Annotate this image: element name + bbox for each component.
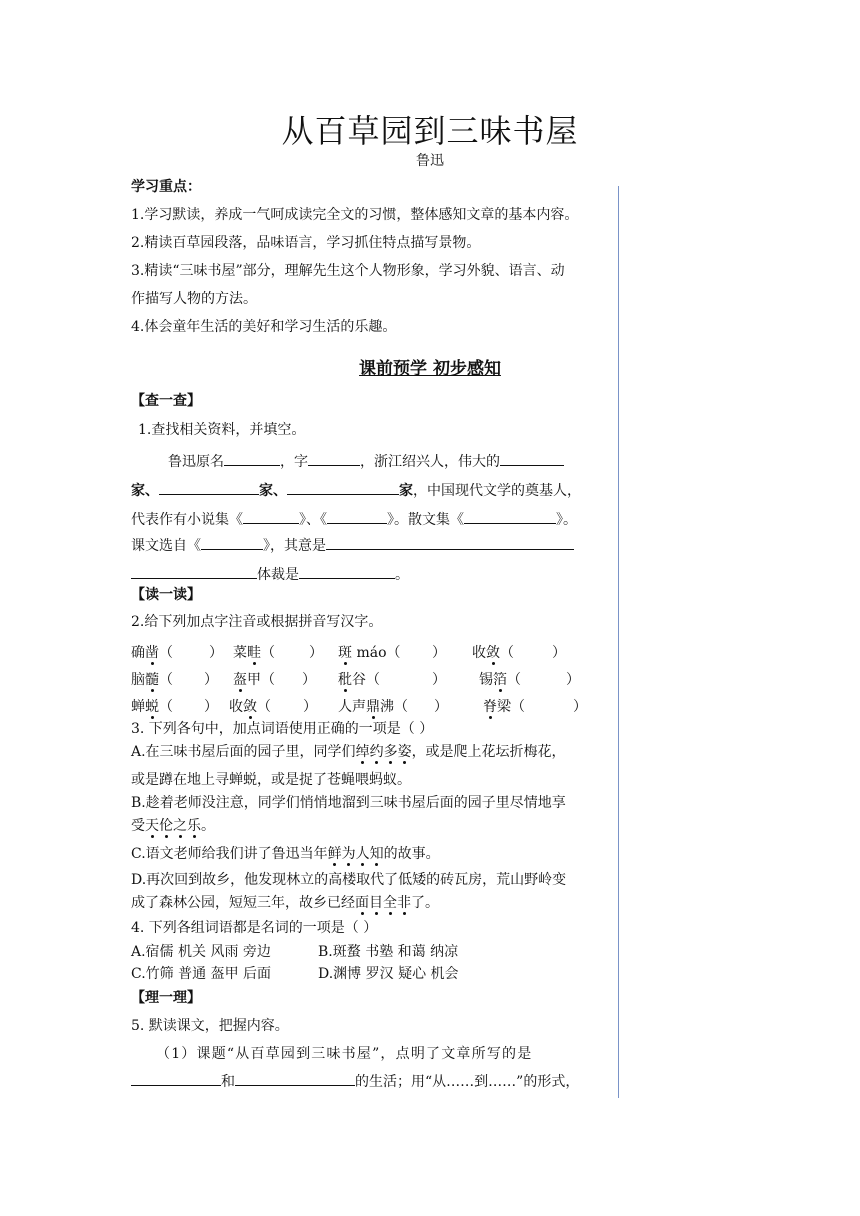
word-close: ） (309, 645, 323, 661)
read-heading: 【读一读】 (131, 587, 201, 603)
word-item: 收敛（ (229, 699, 271, 715)
fill-line-2: 家、 家、 家，中国现代文学的奠基人， (131, 480, 581, 500)
check-heading: 【查一查】 (131, 393, 201, 409)
blank-field[interactable] (500, 451, 564, 466)
word-close: ） (432, 645, 446, 661)
question-1: 1.查找相关资料，并填空。 (138, 422, 306, 438)
option-b: B.斑蝥 书塾 和蔼 纳凉 (318, 944, 459, 960)
blank-field[interactable] (287, 480, 399, 495)
word-close: ） (552, 645, 566, 661)
sort-heading: 【理一理】 (131, 990, 201, 1006)
option-a: A.在三味书屋后面的园子里，同学们绰约多姿，或是爬上花坛折梅花， (131, 744, 566, 760)
word-item: 脑髓（ (131, 672, 173, 688)
margin-rule (618, 186, 619, 1098)
question-3: 3. 下列各句中，加点词语使用正确的一项是（ ） (131, 721, 434, 737)
word-close: ） (573, 699, 587, 715)
option-d: D.渊博 罗汉 疑心 机会 (318, 966, 459, 982)
focus-item: 2.精读百草园段落，品味语言，学习抓住特点描写景物。 (131, 235, 481, 251)
blank-field[interactable] (159, 480, 259, 495)
section-title: 课前预学 初步感知 (359, 359, 501, 379)
focus-item: 1.学习默读，养成一气呵成读完全文的习惯，整体感知文章的基本内容。 (131, 207, 579, 223)
blank-field[interactable] (131, 1071, 221, 1086)
blank-field[interactable] (243, 509, 299, 524)
word-close: ） (303, 699, 317, 715)
blank-field[interactable] (299, 564, 395, 579)
blank-field[interactable] (327, 509, 387, 524)
option-a-cont: 或是蹲在地上寻蝉蜕，或是捉了苍蝇喂蚂蚁。 (131, 772, 411, 788)
word-item: 确凿（ (131, 645, 173, 661)
blank-field[interactable] (326, 535, 574, 550)
blank-field[interactable] (464, 509, 556, 524)
word-item: 盔甲（ (233, 672, 275, 688)
fill-line-1: 鲁迅原名 ，字 ，浙江绍兴人，伟大的 (168, 451, 564, 471)
question-5-1: （1）课题“从百草园到三味书屋”，点明了文章所写的是 (156, 1046, 533, 1062)
blank-field[interactable] (131, 564, 257, 579)
focus-heading: 学习重点： (131, 179, 201, 195)
option-b-cont: 受天伦之乐。 (131, 818, 215, 834)
fill-line-3: 代表作有小说集《 》、《 》。散文集《 》。 (131, 509, 577, 529)
word-item: 蝉蜕（ (131, 699, 173, 715)
focus-item: 4.体会童年生活的美好和学习生活的乐趣。 (131, 319, 397, 335)
word-close: ） (434, 699, 448, 715)
focus-item: 作描写人物的方法。 (131, 291, 257, 307)
word-item: 秕谷（ (338, 672, 380, 688)
word-item: 脊梁（ (483, 699, 525, 715)
option-d-cont: 成了森林公园，短短三年，故乡已经面目全非了。 (131, 895, 439, 911)
word-item: 收敛（ (472, 645, 514, 661)
fill-line-5: 体裁是 。 (131, 564, 409, 584)
blank-field[interactable] (235, 1071, 355, 1086)
word-close: ） (302, 672, 316, 688)
author: 鲁迅 (416, 153, 444, 169)
option-a: A.宿儒 机关 风雨 旁边 (131, 944, 271, 960)
option-b: B.趁着老师没注意，同学们悄悄地溜到三味书屋后面的园子里尽情地享 (131, 795, 566, 811)
option-c: C.竹筛 普通 盔甲 后面 (131, 966, 272, 982)
word-item: 锡箔（ (479, 672, 521, 688)
blank-field[interactable] (308, 451, 360, 466)
word-close: ） (209, 645, 223, 661)
fill-line-4: 课文选自《 》，其意是 (131, 535, 574, 555)
page-title: 从百草园到三味书屋 (281, 112, 579, 150)
question-2: 2.给下列加点字注音或根据拼音写汉字。 (131, 614, 383, 630)
word-item: 人声鼎沸（ (338, 699, 408, 715)
question-5-1-cont: 和 的生活；用“从……到……”的形式， (131, 1071, 579, 1091)
word-item: 斑 máo（ (338, 645, 401, 661)
blank-field[interactable] (201, 535, 263, 550)
word-item: 菜畦（ (233, 645, 275, 661)
blank-field[interactable] (224, 451, 280, 466)
word-close: ） (204, 672, 218, 688)
option-c: C.语文老师给我们讲了鲁迅当年鲜为人知的故事。 (131, 846, 440, 862)
word-close: ） (204, 699, 218, 715)
word-close: ） (432, 672, 446, 688)
focus-item: 3.精读“三味书屋”部分，理解先生这个人物形象，学习外貌、语言、动 (131, 263, 565, 279)
question-4: 4. 下列各组词语都是名词的一项是（ ） (131, 920, 378, 936)
word-close: ） (566, 672, 580, 688)
question-5: 5. 默读课文，把握内容。 (131, 1018, 289, 1034)
option-d: D.再次回到故乡，他发现林立的高楼取代了低矮的砖瓦房，荒山野岭变 (131, 872, 567, 888)
